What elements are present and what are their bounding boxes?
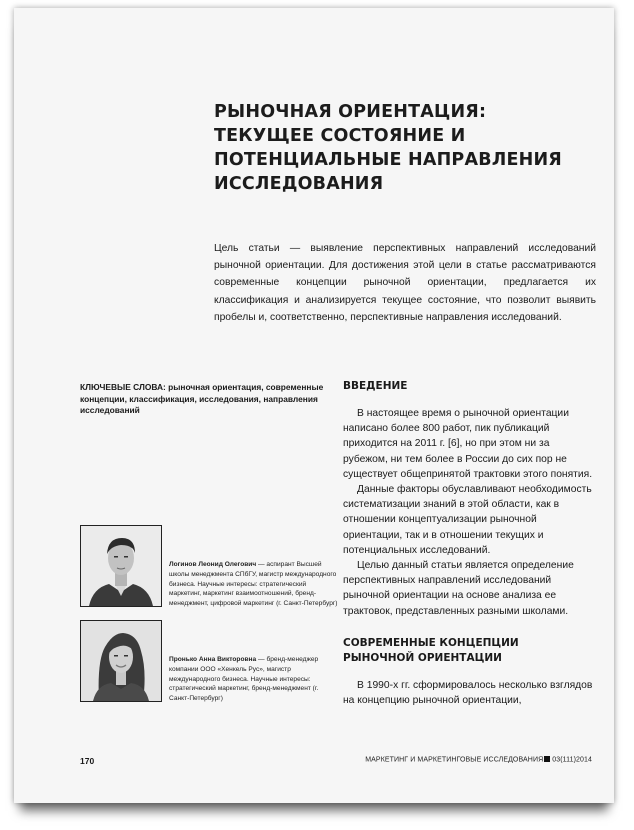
author-bio-loginov (169, 560, 339, 609)
author-description: — аспирант Высшей школы менеджмента СПбГУ, магистр международного бизнеса. Научные интересы: стратегический маркетинг, маркетинг взаимоотношений, бренд-менеджмент, цифровой маркетинг (г. Санкт-Петербург) (169, 561, 338, 608)
concepts-section (343, 636, 595, 708)
journal-page (14, 8, 614, 803)
page-number: 170 (80, 756, 95, 766)
introduction-section (343, 379, 595, 619)
author-name: Логинов Леонид Олегович (169, 561, 257, 568)
keywords: КЛЮЧЕВЫЕ СЛОВА: рыночная ориентация, современные концепции, классификация, исследования, направления исследований (80, 382, 324, 415)
journal-footer (365, 756, 592, 764)
article-abstract: Цель статьи — выявление перспективных направлений исследований рыночной ориентации. Для достижения этой цели в статье рассматриваются современные концепции рыночной ориентации, предлагается их классификация и анализируется текущее состояние, что позволит выявить пробелы и, соответственно, перспективные направления исследований. (214, 243, 596, 323)
journal-name: МАРКЕТИНГ И МАРКЕТИНГОВЫЕ ИССЛЕДОВАНИЯ (365, 756, 544, 764)
article-title: РЫНОЧНАЯ ОРИЕНТАЦИЯ: ТЕКУЩЕЕ СОСТОЯНИЕ И ПОТЕНЦИАЛЬНЫЕ НАПРАВЛЕНИЯ ИССЛЕДОВАНИЯ (214, 102, 562, 194)
author-photo-pronko (80, 620, 162, 702)
paragraph: В 1990-х гг. сформировалось несколько взглядов на концепцию рыночной ориентации, (343, 680, 593, 707)
section-heading: ВВЕДЕНИЕ (343, 380, 408, 392)
author-photo-loginov (80, 525, 162, 607)
author-description: — бренд-менеджер компании ООО «Хенкель Рус», магистр международного бизнеса. Научные интересы: стратегический маркетинг, бренд-менеджмент (г. Санкт-Петербург) (169, 656, 319, 703)
paragraph: Данные факторы обуславливают необходимость систематизации знаний в этой области, как в отношении концептуализации рыночной ориентации, так и в отношении текущих и потенциальных исследований. (343, 484, 592, 556)
author-name: Пронько Анна Викторовна (169, 656, 257, 663)
journal-issue: 03(111)2014 (552, 756, 592, 764)
paragraph: Целью данный статьи является определение перспективных направлений исследований рыночной ориентации на основе анализа ее трактовок, представленных разными школами. (343, 560, 574, 617)
section-heading: СОВРЕМЕННЫЕ КОНЦЕПЦИИ РЫНОЧНОЙ ОРИЕНТАЦИИ (343, 637, 519, 664)
square-separator-icon (544, 756, 550, 762)
author-bio-pronko (169, 655, 339, 704)
paragraph: В настоящее время о рыночной ориентации написано более 800 работ, пик публикаций приходится на 2011 г. [6], но при этом ни за рубежом, ни тем более в России до сих пор не существует общепринятой трактовки этого понятия. (343, 408, 593, 480)
